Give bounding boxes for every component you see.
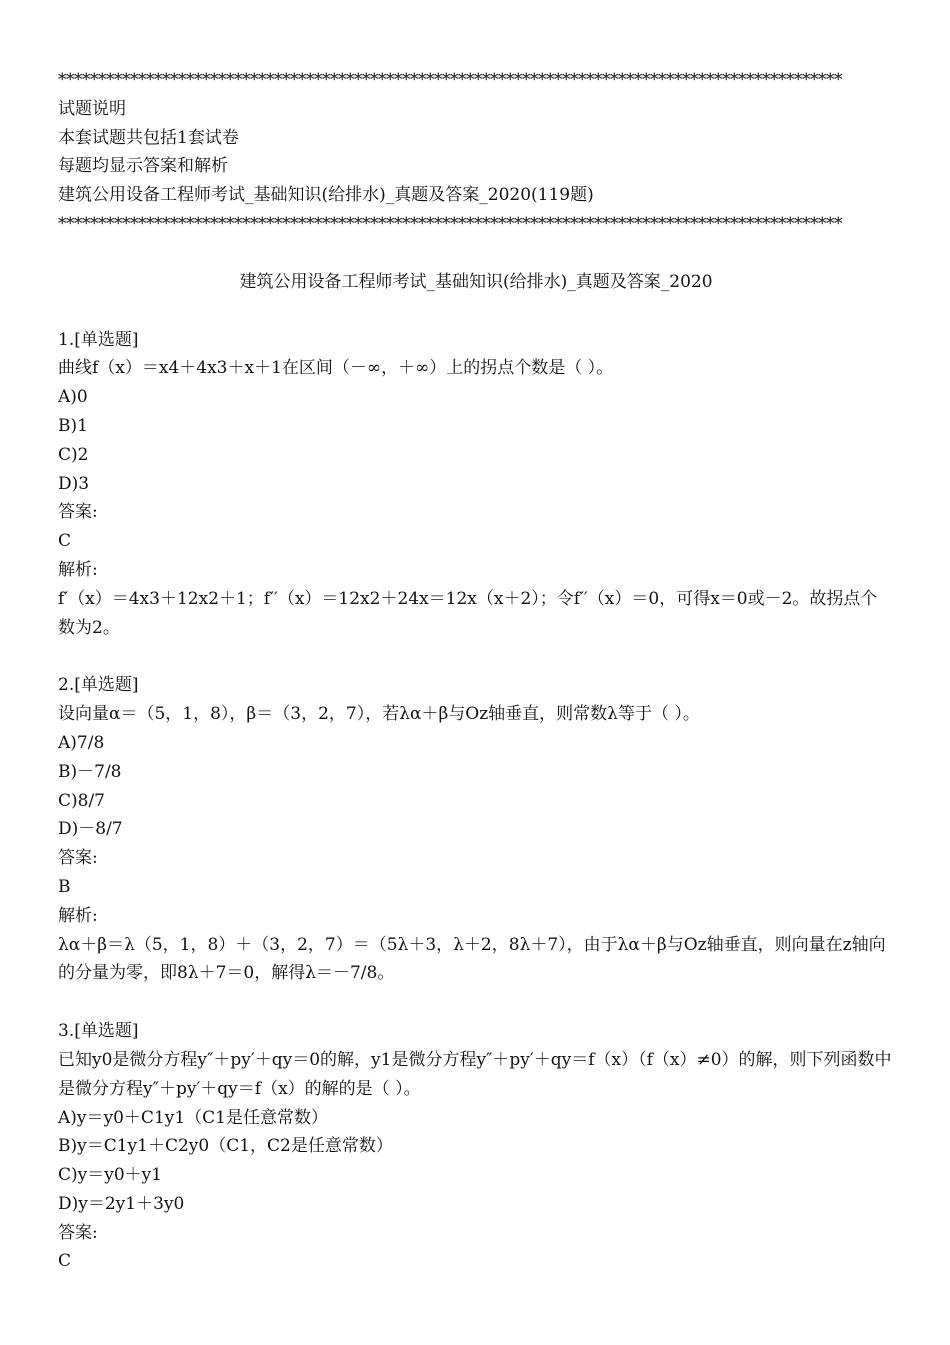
header-line-2: 本套试题共包括1套试卷: [58, 127, 239, 148]
question-type: 3.[单选题]: [58, 1021, 139, 1042]
analysis-label: 解析:: [58, 559, 98, 580]
analysis-text: f′（x）＝4x3＋12x2＋1；f′′（x）＝12x2＋24x＝12x（x＋2）；令f′′（x）＝0，可得x＝0或－2。故拐点个数为2。: [58, 588, 878, 638]
answer-label: 答案:: [58, 502, 98, 523]
separator-bottom: **************************************************************************************************: [58, 213, 842, 234]
option-c: C)2: [58, 444, 89, 465]
answer-label: 答案:: [58, 1222, 98, 1243]
analysis-text: λα＋β＝λ（5，1，8）＋（3，2，7）＝（5λ＋3，λ＋2，8λ＋7），由于λα＋β与Oz轴垂直，则向量在z轴向的分量为零，即8λ＋7＝0，解得λ＝－7/8。: [58, 934, 886, 984]
header-line-1: 试题说明: [58, 98, 126, 119]
question-stem: 曲线f（x）＝x4＋4x3＋x＋1在区间（－∞，＋∞）上的拐点个数是（ ）。: [58, 358, 614, 379]
question-type: 1.[单选题]: [58, 329, 139, 350]
option-b: B)y＝C1y1＋C2y0（C1，C2是任意常数）: [58, 1136, 393, 1157]
question-stem: 已知y0是微分方程y″＋py′＋qy＝0的解，y1是微分方程y″＋py′＋qy＝f（x）（f（x）≠0）的解，则下列函数中是微分方程y″＋py′＋qy＝f（x）的解的是（ ）。: [58, 1049, 892, 1099]
header-line-3: 每题均显示答案和解析: [58, 156, 228, 177]
question-2: [58, 671, 894, 988]
option-b: B)－7/8: [58, 761, 122, 782]
question-type: 2.[单选题]: [58, 675, 139, 696]
answer-value: C: [58, 531, 72, 552]
option-c: C)y＝y0＋y1: [58, 1165, 163, 1186]
header-line-4: 建筑公用设备工程师考试_基础知识(给排水)_真题及答案_2020(119题): [58, 185, 594, 206]
doc-title: 建筑公用设备工程师考试_基础知识(给排水)_真题及答案_2020: [239, 271, 713, 292]
question-1: [58, 326, 894, 643]
option-a: A)0: [58, 387, 88, 408]
answer-label: 答案:: [58, 848, 98, 869]
answer-value: C: [58, 1251, 72, 1272]
option-a: A)y＝y0＋C1y1（C1是任意常数）: [58, 1107, 328, 1128]
option-b: B)1: [58, 415, 88, 436]
question-stem: 设向量α＝（5，1，8），β＝（3，2，7），若λα＋β与Oz轴垂直，则常数λ等于（ ）。: [58, 704, 700, 725]
analysis-label: 解析:: [58, 905, 98, 926]
answer-value: B: [58, 876, 71, 897]
document-page: [58, 66, 894, 1305]
question-3: [58, 1017, 894, 1276]
option-d: D)y＝2y1＋3y0: [58, 1193, 185, 1214]
option-d: D)－8/7: [58, 819, 123, 840]
option-c: C)8/7: [58, 790, 105, 811]
option-a: A)7/8: [58, 732, 105, 753]
separator-top: **************************************************************************************************: [58, 70, 842, 90]
option-d: D)3: [58, 473, 90, 494]
